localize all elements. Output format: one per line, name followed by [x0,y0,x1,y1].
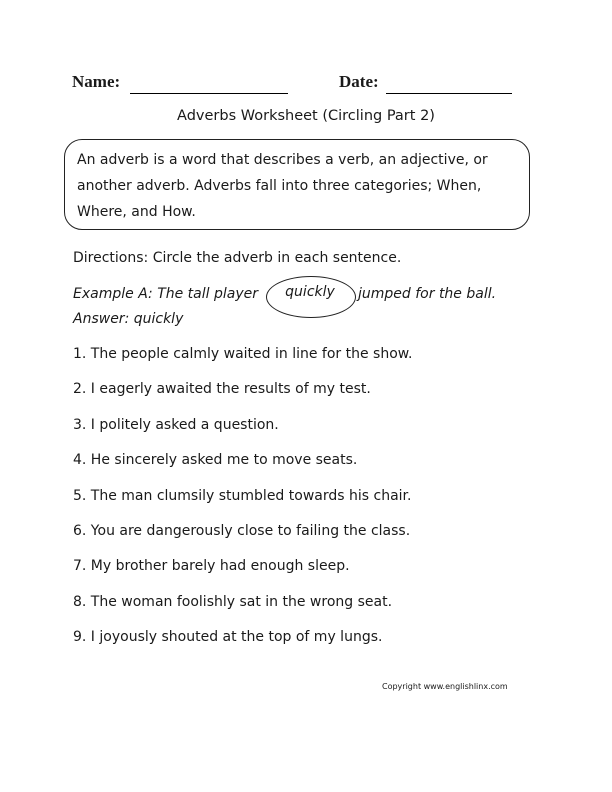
name-line [130,93,288,94]
copyright: Copyright www.englishlinx.com [382,682,508,691]
name-label: Name: [72,72,121,91]
directions: Directions: Circle the adverb in each sentence. [73,250,402,266]
sentence-item: 9. I joyously shouted at the top of my lungs. [73,629,383,646]
definition-box [64,139,530,230]
example-before: Example A: The tall player [73,286,258,302]
sentence-item: 8. The woman foolishly sat in the wrong seat. [73,593,393,610]
definition-text: An adverb is a word that describes a verb, an adjective, or another adverb. Adverbs fall into three categories; When, Where, and How. [77,152,488,220]
sentence-item: 3. I politely asked a question. [73,416,279,433]
sentence-item: 7. My brother barely had enough sleep. [73,558,350,575]
date-label: Date: [339,72,379,91]
sentence-item: 6. You are dangerously close to failing the class. [73,522,411,539]
sentence-list [73,346,412,665]
sentence-item: 4. He sincerely asked me to move seats. [73,452,358,469]
example-after: jumped for the ball. [358,286,497,302]
sentence-item: 5. The man clumsily stumbled towards his chair. [73,487,412,504]
example-circled-word: quickly [285,284,335,300]
worksheet-title: Adverbs Worksheet (Circling Part 2) [177,108,435,124]
date-line [386,93,512,94]
example-circle [266,276,356,318]
sentence-item: 1. The people calmly waited in line for the show. [73,346,413,362]
example-answer: Answer: quickly [73,311,184,327]
sentence-item: 2. I eagerly awaited the results of my test. [73,381,371,398]
